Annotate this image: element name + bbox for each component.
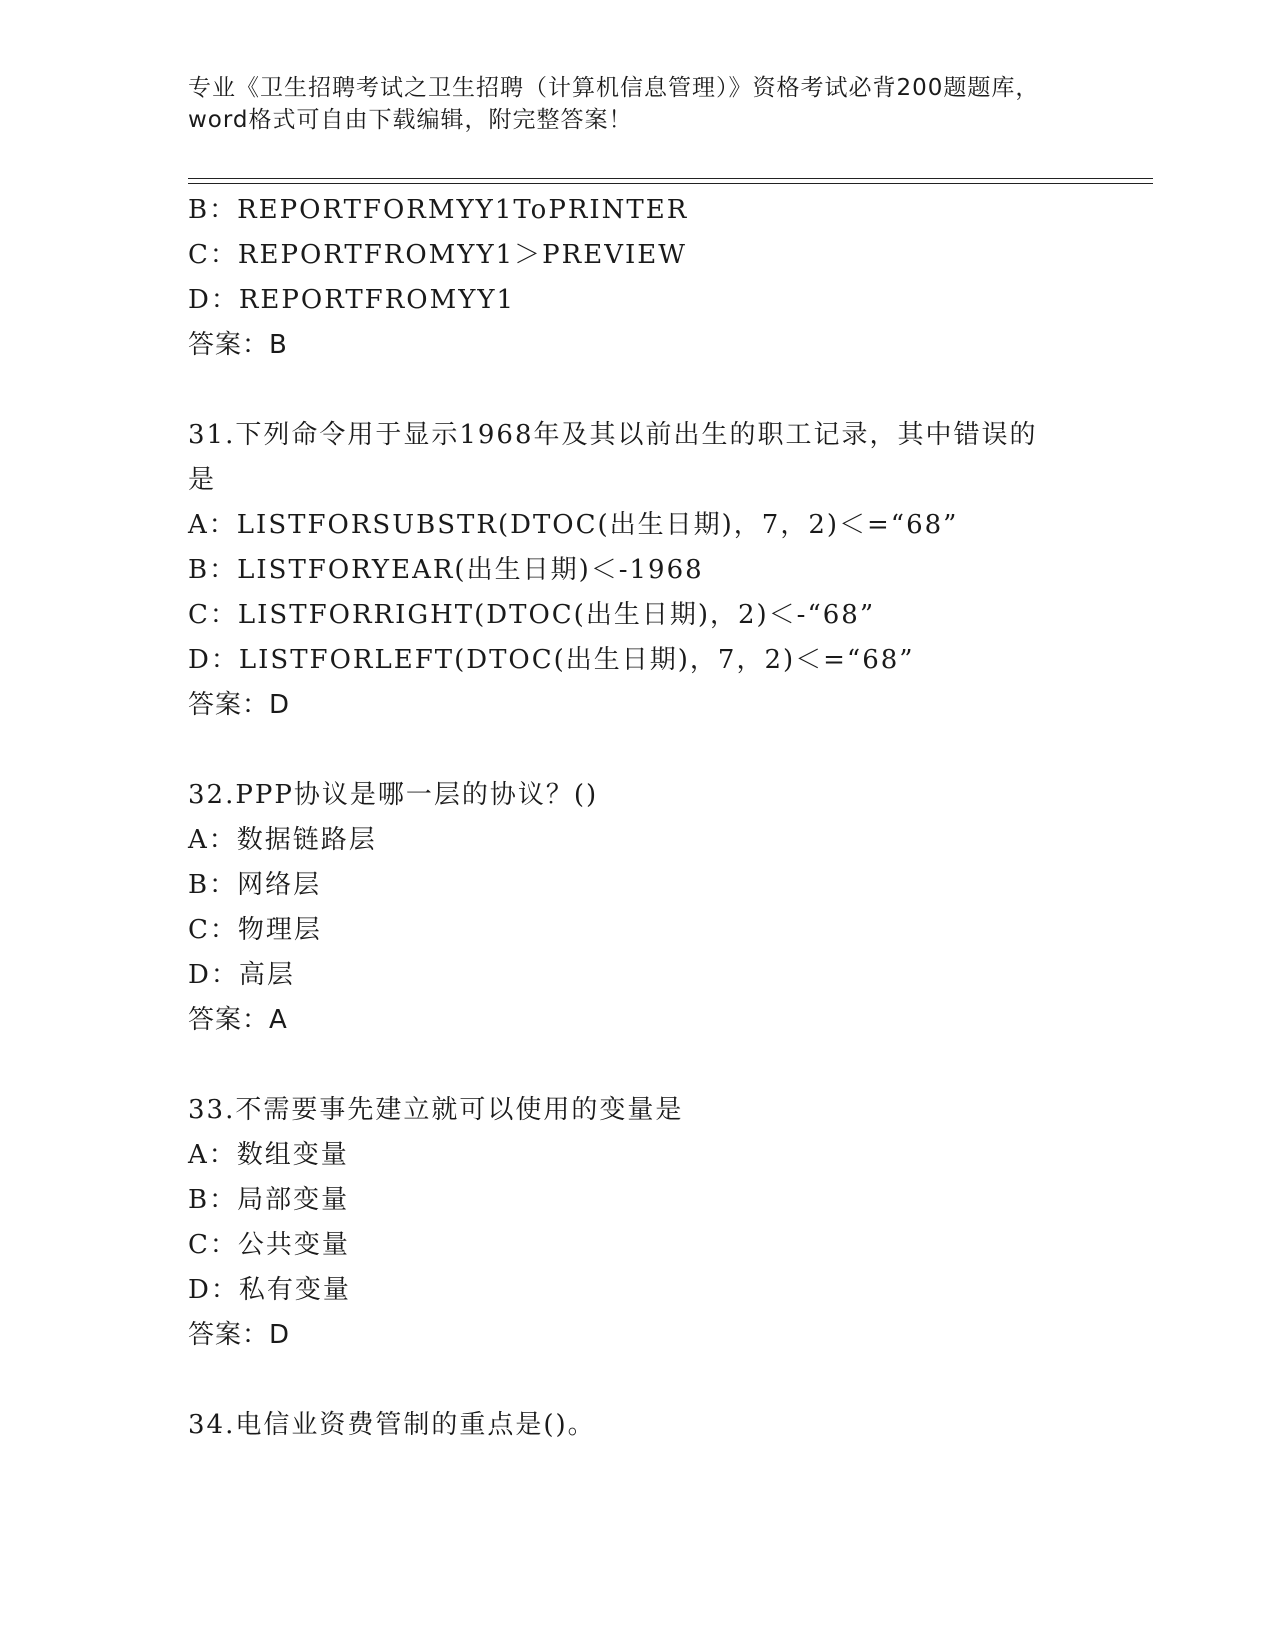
q33-option-b: B：局部变量 <box>188 1185 350 1215</box>
q31-option-d: D：LISTFORLEFT(DTOC(出生日期)，7，2)＜=“68” <box>188 645 915 675</box>
q32-stem: 32.PPP协议是哪一层的协议？() <box>188 780 599 810</box>
header-divider-top <box>188 178 1153 179</box>
header-line-2: word格式可自由下载编辑，附完整答案！ <box>188 107 633 133</box>
q30-answer: 答案：B <box>188 330 288 360</box>
q31-stem-line-2: 是 <box>188 465 217 495</box>
document-header <box>188 72 1088 136</box>
header-line-1: 专业《卫生招聘考试之卫生招聘（计算机信息管理）》资格考试必背200题题库， <box>188 75 1040 101</box>
q31-answer: 答案：D <box>188 690 291 720</box>
q30-option-c: C：REPORTFROMYY1＞PREVIEW <box>188 240 687 270</box>
q30-option-b: B：REPORTFORMYY1ToPRINTER <box>188 195 689 225</box>
q33-answer: 答案：D <box>188 1320 291 1350</box>
header-divider-bottom <box>188 183 1153 184</box>
q30-option-d: D：REPORTFROMYY1 <box>188 285 516 315</box>
q32-option-a: A：数据链路层 <box>188 825 377 855</box>
q33-option-d: D：私有变量 <box>188 1275 351 1305</box>
q31-stem-line-1: 31.下列命令用于显示1968年及其以前出生的职工记录，其中错误的 <box>188 420 1038 450</box>
q33-option-a: A：数组变量 <box>188 1140 349 1170</box>
q33-option-c: C：公共变量 <box>188 1230 350 1260</box>
q31-option-a: A：LISTFORSUBSTR(DTOC(出生日期)，7，2)＜=“68” <box>188 510 959 540</box>
q32-answer: 答案：A <box>188 1005 288 1035</box>
q31-option-c: C：LISTFORRIGHT(DTOC(出生日期)，2)＜-“68” <box>188 600 876 630</box>
q32-option-d: D：高层 <box>188 960 295 990</box>
q32-option-c: C：物理层 <box>188 915 322 945</box>
q32-option-b: B：网络层 <box>188 870 322 900</box>
q34-stem: 34.电信业资费管制的重点是()。 <box>188 1410 596 1440</box>
q31-option-b: B：LISTFORYEAR(出生日期)＜-1968 <box>188 555 704 585</box>
q33-stem: 33.不需要事先建立就可以使用的变量是 <box>188 1095 684 1125</box>
